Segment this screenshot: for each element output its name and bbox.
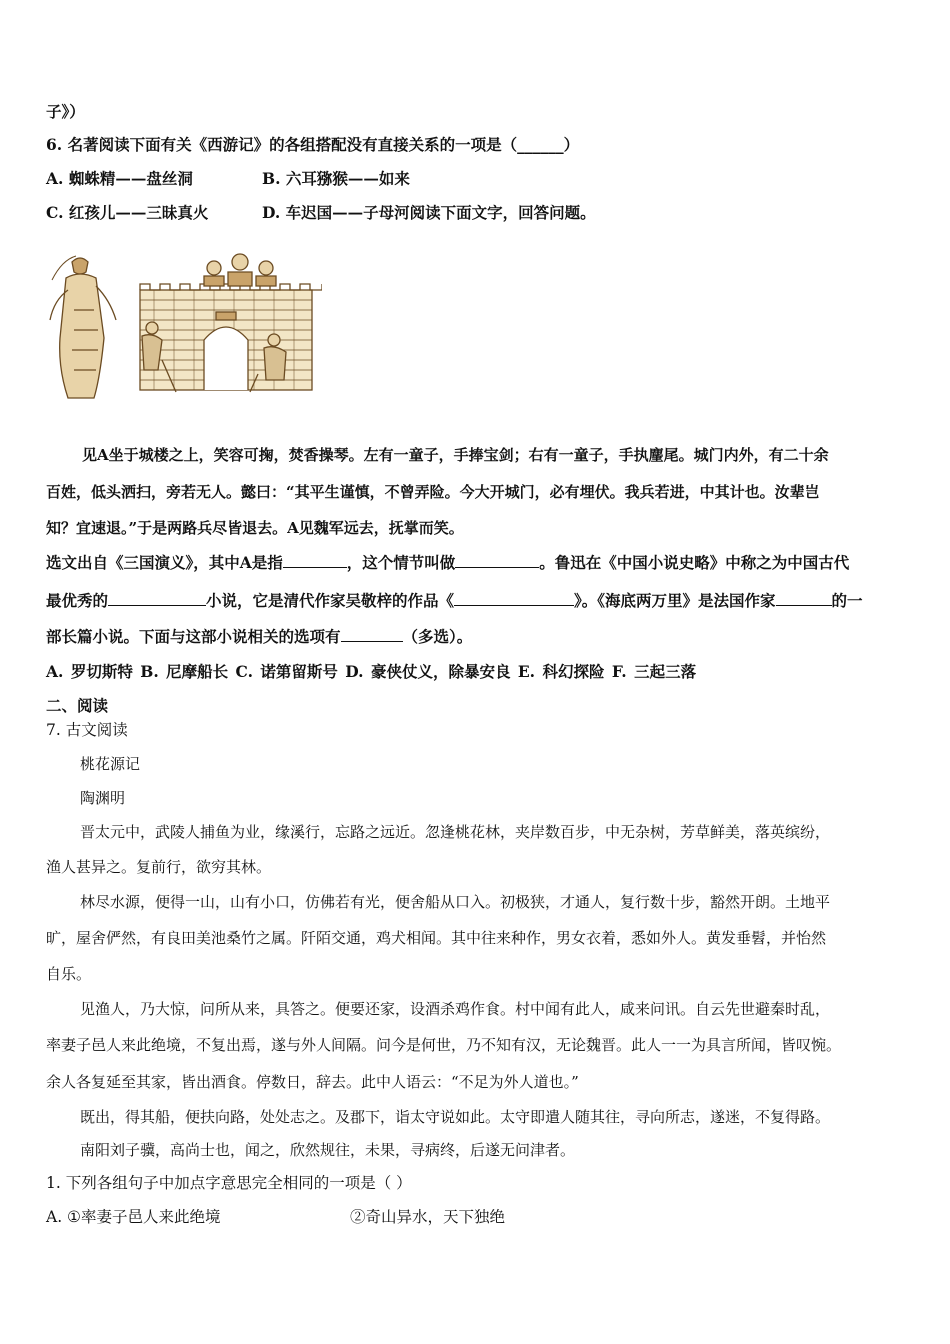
fill-text-2b: 小说，它是清代作家吴敬梓的作品《 xyxy=(206,591,455,610)
city-wall-drawing xyxy=(140,284,322,390)
fill-question-line-3 xyxy=(46,626,472,648)
fill-text-3b: （多选）。 xyxy=(402,627,473,646)
poem-author: 陶渊明 xyxy=(80,789,126,807)
passage-line-3: 知？宜速退。”于是两路兵尽皆退去。A见魏军远去，抚掌而笑。 xyxy=(46,519,464,537)
fill-text-2d: 的一 xyxy=(831,591,863,610)
text-p2-line3: 自乐。 xyxy=(46,965,92,983)
q6-option-c: C. 红孩儿——三昧真火 xyxy=(46,203,209,222)
fill-text-2c: 》。《海底两万里》是法国作家 xyxy=(574,591,776,610)
sub-question-1-stem: 1. 下列各组句子中加点字意思完全相同的一项是（ ） xyxy=(46,1174,412,1192)
text-p2-line2: 旷，屋舍俨然，有良田美池桑竹之属。阡陌交通，鸡犬相闻。其中往来种作，男女衣着，悉如外人。黄发垂髫，并怡然 xyxy=(46,929,827,947)
fill-text-1b: ，这个情节叫做 xyxy=(346,553,456,572)
text-p3-line2: 率妻子邑人来此绝境，不复出焉，遂与外人间隔。问今是何世，乃不知有汉，无论魏晋。此人一一为具言所闻，皆叹惋。 xyxy=(46,1036,842,1054)
previous-question-fragment: 子》） xyxy=(46,102,85,121)
blank-french-author[interactable] xyxy=(776,591,832,606)
q6-stem: 6. 名著阅读下面有关《西游记》的各组搭配没有直接关系的一项是（______） xyxy=(46,135,580,154)
text-p1-line2: 渔人甚异之。复前行，欲穷其林。 xyxy=(46,858,272,876)
q6-option-b: B. 六耳猕猴——如来 xyxy=(262,169,410,188)
sub-question-1-option-a2: ②奇山异水，天下独绝 xyxy=(350,1208,506,1226)
text-p2-line1: 林尽水源，便得一山，山有小口，仿佛若有光，便舍船从口入。初极狭，才通人，复行数十步，豁然开朗。土地平 xyxy=(80,893,831,911)
empty-city-illustration xyxy=(44,250,322,408)
passage-line-1: 见A坐于城楼之上，笑容可掬，焚香操琴。左有一童子，手捧宝剑；右有一童子，手执麈尾。城门内外，有二十余 xyxy=(82,446,829,464)
text-p3-line1: 见渔人，乃大惊，问所从来，具答之。便要还家，设酒杀鸡作食。村中闻有此人，咸来问讯。自云先世避秦时乱， xyxy=(80,1000,831,1018)
figures-on-wall xyxy=(204,254,276,286)
fill-text-1a: 选文出自《三国演义》，其中A是指 xyxy=(46,553,283,572)
fill-question-options: A. 罗切斯特 B. 尼摩船长 C. 诺第留斯号 D. 豪侠仗义，除暴安良 E. 科幻探险 F. 三起三落 xyxy=(46,662,697,681)
standing-general-figure xyxy=(50,256,116,398)
blank-multiple-choice[interactable] xyxy=(341,627,403,642)
fill-text-2a: 最优秀的 xyxy=(46,591,109,610)
blank-novel-type[interactable] xyxy=(108,591,206,606)
text-p4: 既出，得其船，便扶向路，处处志之。及郡下，诣太守说如此。太守即遣人随其往，寻向所志，遂迷，不复得路。 xyxy=(80,1108,831,1126)
blank-episode-name[interactable] xyxy=(455,553,539,568)
sub-question-1-option-a1: A. ①率妻子邑人来此绝境 xyxy=(46,1208,221,1226)
blank-work-title[interactable] xyxy=(454,591,574,606)
text-p3-line3: 余人各复延至其家，皆出酒食。停数日，辞去。此中人语云：“不足为外人道也。” xyxy=(46,1073,579,1091)
fill-question-line-1 xyxy=(46,552,849,574)
passage-line-2: 百姓，低头洒扫，旁若无人。懿曰：“其平生谨慎，不曾弄险。今大开城门，必有埋伏。我兵若进，中其计也。汝辈岂 xyxy=(46,483,820,501)
text-p1-line1: 晋太元中，武陵人捕鱼为业，缘溪行，忘路之远近。忽逢桃花林，夹岸数百步，中无杂树，芳草鲜美，落英缤纷， xyxy=(80,823,831,841)
fill-question-line-2 xyxy=(46,590,863,612)
text-p5: 南阳刘子骥，高尚士也，闻之，欣然规往，未果，寻病终，后遂无问津者。 xyxy=(80,1141,576,1159)
q6-option-a: A. 蜘蛛精——盘丝洞 xyxy=(46,169,193,188)
blank-a-refers-to[interactable] xyxy=(283,553,347,568)
fill-text-1c: 。鲁迅在《中国小说史略》中称之为中国古代 xyxy=(539,553,850,572)
poem-title: 桃花源记 xyxy=(80,755,141,773)
section-heading-reading: 二、阅读 xyxy=(46,696,109,715)
fill-text-3a: 部长篇小说。下面与这部小说相关的选项有 xyxy=(46,627,341,646)
q6-option-d: D. 车迟国——子母河阅读下面文字，回答问题。 xyxy=(262,203,596,222)
q7-label: 7. 古文阅读 xyxy=(46,721,128,739)
